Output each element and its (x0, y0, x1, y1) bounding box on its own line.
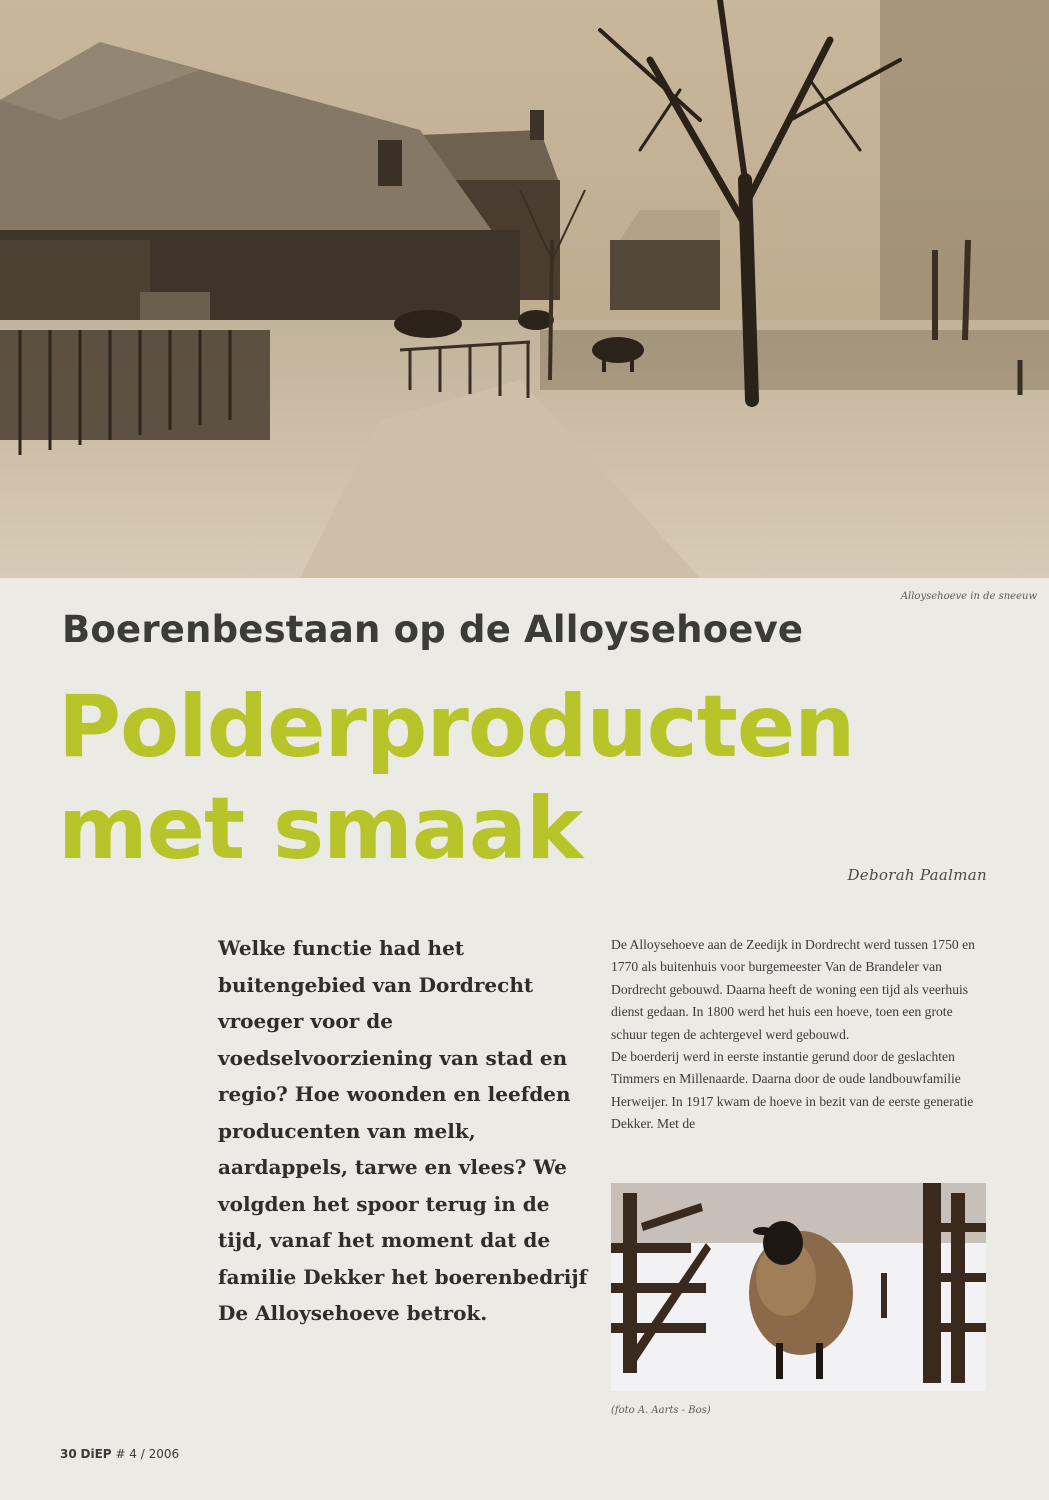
article-title-line-2: met smaak (58, 779, 583, 879)
sheep-photo-caption: (foto A. Aarts - Bos) (611, 1405, 711, 1416)
page-footer (60, 1447, 179, 1461)
article-body (611, 934, 981, 1136)
header-photo-caption: Alloysehoeve in de sneeuw (900, 591, 1037, 602)
issue-number: # 4 / 2006 (115, 1447, 180, 1461)
magazine-name: DiEP (80, 1447, 112, 1461)
article-title (58, 676, 854, 880)
body-paragraph: De boerderij werd in eerste instantie gerund door de geslachten Timmers en Millenaarde. Daarna door de oude landbouwfamilie Herweijer. In 1917 kwam de hoeve in bezit van de eerste generatie Dekker. Met de (611, 1049, 974, 1132)
sheep-photo (611, 1183, 986, 1391)
sheep-in-snow-image (611, 1183, 986, 1391)
article-title-line-1: Polderproducten (58, 677, 855, 777)
page-number: 30 (60, 1447, 77, 1461)
article-subtitle: Boerenbestaan op de Alloysehoeve (62, 608, 804, 651)
body-paragraph: De Alloysehoeve aan de Zeedijk in Dordrecht werd tussen 1750 en 1770 als buitenhuis voor burgemeester Van de Brandeler van Dordrecht gebouwd. Daarna heeft de woning een tijd als veerhuis dienst gedaan. In 1800 werd het huis een hoeve, toen een grote schuur tegen de achtergevel werd gebouwd. (611, 937, 975, 1042)
farm-in-snow-image (0, 0, 1049, 578)
article-intro: Welke functie had het buitengebied van Dordrecht vroeger voor de voedselvoorziening van stad en regio? Hoe woonden en leefden producenten van melk, aardappels, tarwe en vlees? We volgden het spoor terug in de tijd, vanaf het moment dat de familie Dekker het boerenbedrijf De Alloysehoeve betrok. (218, 936, 588, 1325)
header-photo (0, 0, 1049, 578)
article-author: Deborah Paalman (847, 866, 987, 884)
